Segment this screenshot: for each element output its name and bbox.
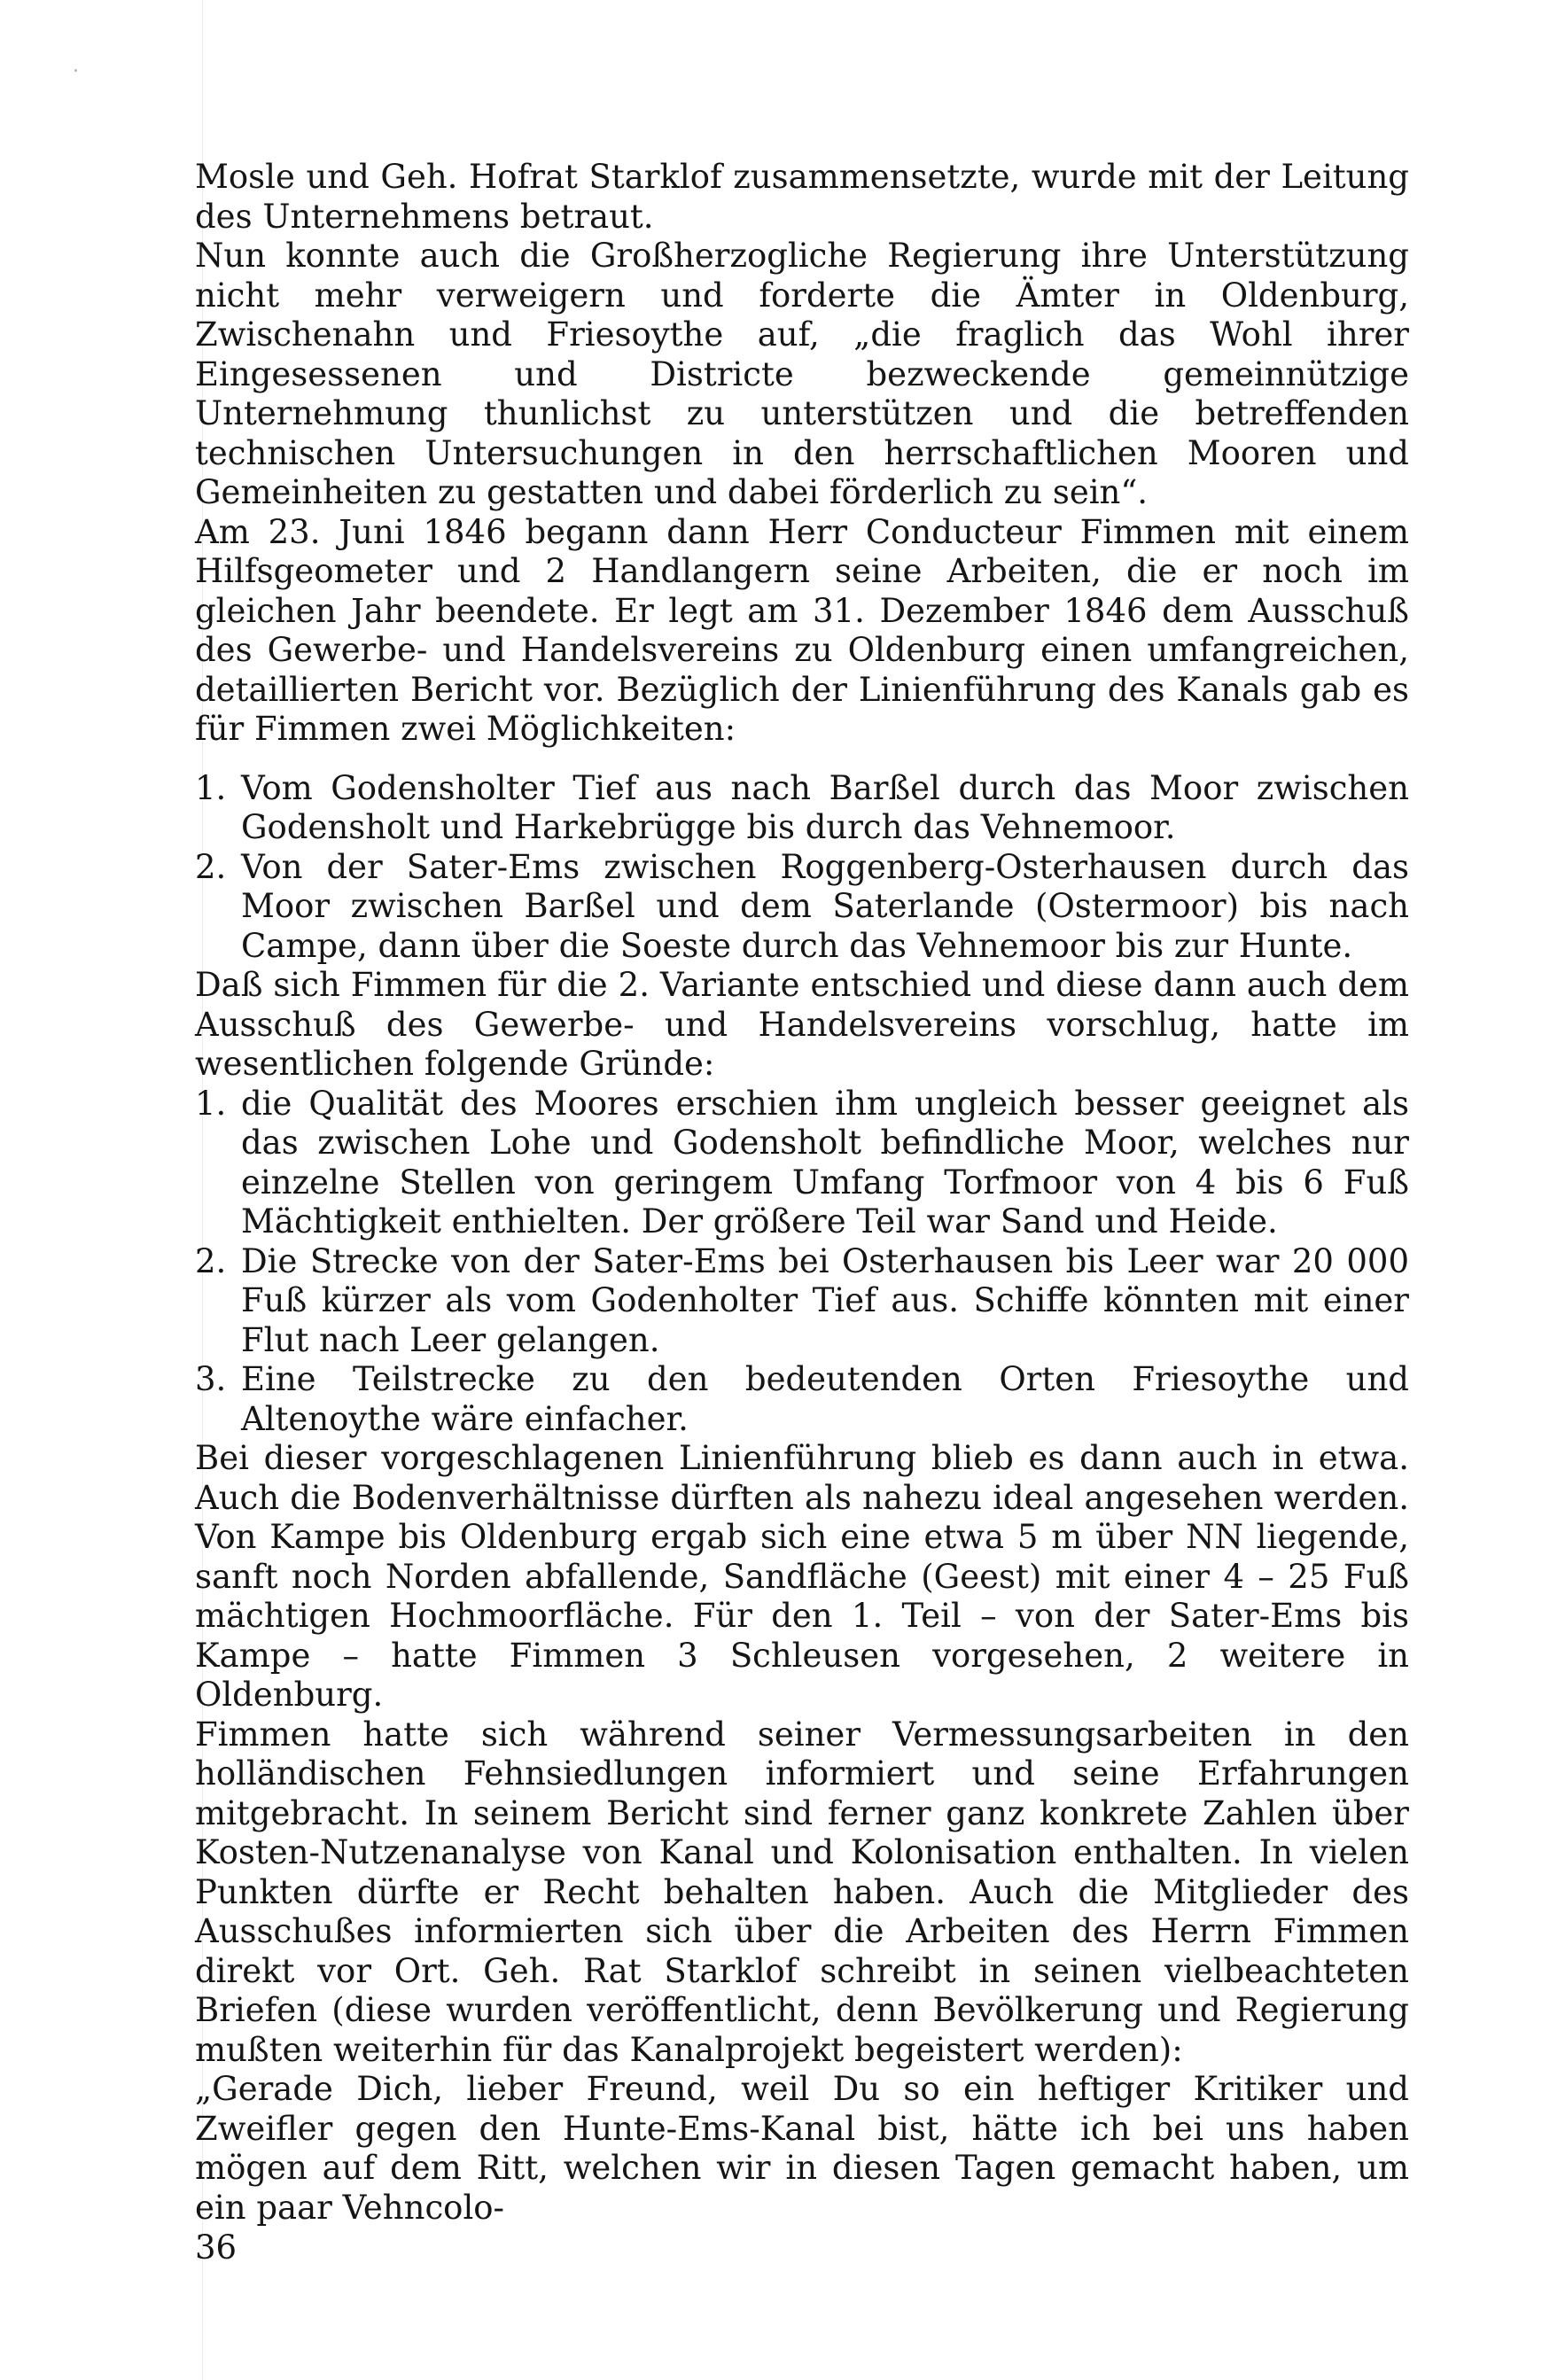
list-item [195, 1085, 1409, 1242]
scan-speck [74, 69, 77, 72]
paragraph: Daß sich Fimmen für die 2. Variante entschied und diese dann auch dem Ausschuß des Gewerbe- und Handelsvereins vorschlug, hatte im wesentlichen folgende Gründe: [195, 966, 1409, 1083]
paragraph: Mosle und Geh. Hofrat Starklof zusammensetzte, wurde mit der Leitung des Unternehmens betraut. [195, 158, 1409, 236]
list-number: 3. [195, 1360, 227, 1398]
list-number: 2. [195, 1241, 227, 1280]
page-number: 36 [195, 2228, 238, 2267]
paragraph: Bei dieser vorgeschlagenen Linienführung blieb es dann auch in etwa. Auch die Bodenverhältnisse dürften als nahezu ideal angesehen werden. Von Kampe bis Oldenburg ergab sich eine etwa 5 m über NN liegende, sanft noch Norden abfallende, Sandfläche (Geest) mit einer 4 – 25 Fuß mächtigen Hochmoorfläche. Für den 1. Teil – von der Sater-Ems bis Kampe – hatte Fimmen 3 Schleusen vorgesehen, 2 weitere in Oldenburg. [195, 1439, 1409, 1714]
list-item [195, 848, 1409, 967]
list-item [195, 1242, 1409, 1361]
list-number: 1. [195, 768, 227, 807]
paragraph: Nun konnte auch die Großherzogliche Regierung ihre Unterstützung nicht mehr verweigern und forderte die Ämter in Oldenburg, Zwischenahn und Friesoythe auf, „die fraglich das Wohl ihrer Eingesessenen und Districte bezweckende gemeinnützige Unternehmung thunlichst zu unterstützen und die betreffenden technischen Untersuchungen in den herrschaftlichen Mooren und Gemeinheiten zu gestatten und dabei förderlich zu sein“. [195, 237, 1409, 511]
paragraph: Am 23. Juni 1846 begann dann Herr Conducteur Fimmen mit einem Hilfsgeometer und 2 Handlangern seine Arbeiten, die er noch im gleichen Jahr beendete. Er legt am 31. Dezember 1846 dem Ausschuß des Gewerbe- und Handelsvereins zu Oldenburg einen umfangreichen, detaillierten Bericht vor. Bezüglich der Linienführung des Kanals gab es für Fimmen zwei Möglichkeiten: [195, 512, 1409, 748]
list-item [195, 1360, 1409, 1439]
paragraph: „Gerade Dich, lieber Freund, weil Du so ein heftiger Kritiker und Zweifler gegen den Hunte-Ems-Kanal bist, hätte ich bei uns haben mögen auf dem Ritt, welchen wir in diesen Tagen gemacht haben, um ein paar Vehncolo- [195, 2070, 1409, 2227]
list-text: Die Strecke von der Sater-Ems bei Osterhausen bis Leer war 20 000 Fuß kürzer als vom Godenholter Tief aus. Schiffe könnten mit einer Flut nach Leer gelangen. [241, 1241, 1409, 1359]
list-text: Vom Godensholter Tief aus nach Barßel durch das Moor zwischen Godensholt und Harkebrügge bis durch das Vehnemoor. [241, 768, 1409, 846]
list-number: 1. [195, 1084, 227, 1123]
reasons-list [195, 1085, 1409, 1440]
list-text: die Qualität des Moores erschien ihm ungleich besser geeignet als das zwischen Lohe und Godensholt befindliche Moor, welches nur einzelne Stellen von geringem Umfang Torfmoor von 4 bis 6 Fuß Mächtigkeit enthielten. Der größere Teil war Sand und Heide. [241, 1084, 1409, 1241]
route-options-list [195, 769, 1409, 967]
document-body [195, 158, 1409, 2228]
paragraph: Fimmen hatte sich während seiner Vermessungsarbeiten in den holländischen Fehnsiedlungen informiert und seine Erfahrungen mitgebracht. In seinem Bericht sind ferner ganz konkrete Zahlen über Kosten-Nutzenanalyse von Kanal und Kolonisation enthalten. In vielen Punkten dürfte er Recht behalten haben. Auch die Mitglieder des Ausschußes informierten sich über die Arbeiten des Herrn Fimmen direkt vor Ort. Geh. Rat Starklof schreibt in seinen vielbeachteten Briefen (diese wurden veröffentlicht, denn Bevölkerung und Regierung mußten weiterhin für das Kanalprojekt begeistert werden): [195, 1715, 1409, 2069]
list-item [195, 769, 1409, 848]
list-number: 2. [195, 847, 227, 886]
list-text: Von der Sater-Ems zwischen Roggenberg-Osterhausen durch das Moor zwischen Barßel und dem Saterlande (Ostermoor) bis nach Campe, dann über die Soeste durch das Vehnemoor bis zur Hunte. [241, 847, 1409, 965]
list-text: Eine Teilstrecke zu den bedeutenden Orten Friesoythe und Altenoythe wäre einfacher. [241, 1360, 1409, 1438]
